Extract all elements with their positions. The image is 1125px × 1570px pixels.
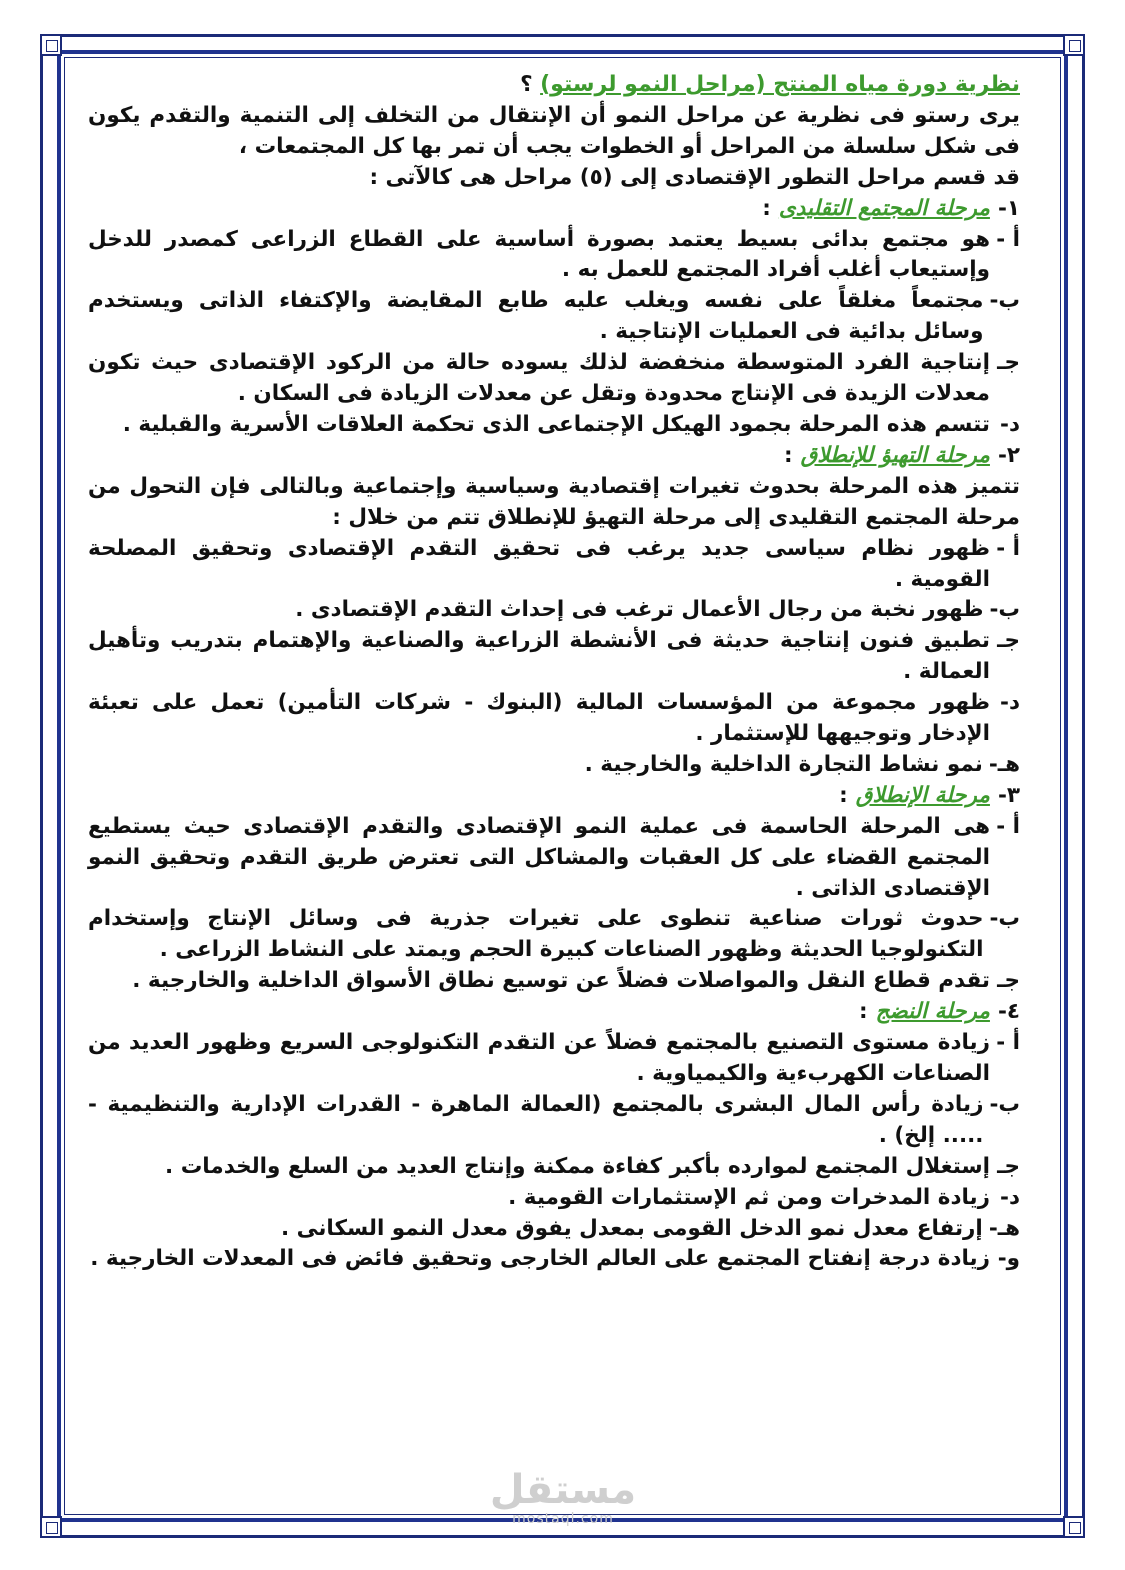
list-item bbox=[88, 688, 1020, 750]
stage-section bbox=[88, 781, 1020, 997]
list-item bbox=[88, 348, 1020, 410]
list-item bbox=[88, 966, 1020, 997]
list-item-marker: د- bbox=[1000, 690, 1020, 716]
title-question-mark: ؟ bbox=[520, 72, 541, 97]
list-item-marker: أ - bbox=[996, 535, 1020, 561]
list-item bbox=[88, 1028, 1020, 1090]
stage-colon: : bbox=[762, 195, 771, 221]
list-item bbox=[88, 1183, 1020, 1214]
stage-number: ٣- bbox=[997, 782, 1020, 808]
stage-section bbox=[88, 194, 1020, 441]
stage-heading bbox=[88, 781, 1020, 812]
list-item-marker: جـ bbox=[997, 350, 1020, 376]
list-item-marker: و- bbox=[997, 1246, 1020, 1272]
list-item-text: زيادة مستوى التصنيع بالمجتمع فضلاً عن التقدم التكنولوجى السريع وظهور العديد من الصناعات الكهربءية والكيمياوية . bbox=[88, 1030, 990, 1086]
list-item-text: إرتفاع معدل نمو الدخل القومى بمعدل يفوق معدل النمو السكانى . bbox=[280, 1215, 983, 1241]
list-item-marker: جـ bbox=[997, 628, 1020, 654]
list-item-text: حدوث ثورات صناعية تنطوى على تغيرات جذرية فى وسائل الإنتاج وإستخدام التكنولوجيا الحديثة وظهور الصناعات كبيرة الحجم ويمتد على النشاط الزراعى . bbox=[88, 906, 984, 963]
stages-list bbox=[88, 194, 1020, 1276]
list-item-marker: ب- bbox=[989, 597, 1020, 623]
list-item bbox=[88, 812, 1020, 905]
border-corner-ornament bbox=[40, 34, 62, 56]
watermark-logo-text: مستقل bbox=[489, 1467, 637, 1513]
stage-number: ١- bbox=[997, 195, 1020, 221]
stage-heading bbox=[88, 997, 1020, 1028]
border-corner-ornament bbox=[1063, 1516, 1085, 1538]
list-item-marker: أ - bbox=[996, 813, 1020, 839]
list-item-marker: ب- bbox=[989, 1091, 1020, 1117]
list-item-text: ظهور مجموعة من المؤسسات المالية (البنوك - شركات التأمين) تعمل على تعبئة الإدخار وتوجيهها للإستثمار . bbox=[88, 690, 990, 747]
list-item-marker: أ - bbox=[996, 226, 1020, 252]
list-item-text: هى المرحلة الحاسمة فى عملية النمو الإقتصادى والتقدم الإقتصادى حيث يستطيع المجتمع القضاء على كل العقبات والمشاكل التى تعترض طريق التقدم وتحقيق النمو الإقتصادى الذاتى . bbox=[88, 813, 990, 901]
document-body bbox=[88, 70, 1020, 1513]
stage-title: مرحلة المجتمع التقليدى bbox=[778, 195, 990, 221]
list-item bbox=[88, 410, 1020, 441]
intro-stages-line: قد قسم مراحل التطور الإقتصادى إلى (٥) مراحل هى كالآتى : bbox=[369, 164, 1020, 190]
list-item-text: تتسم هذه المرحلة بجمود الهيكل الإجتماعى الذى تحكمة العلاقات الأسرية والقبلية . bbox=[122, 411, 990, 437]
list-item bbox=[88, 626, 1020, 688]
list-item-text: زيادة رأس المال البشرى بالمجتمع (العمالة الماهرة - القدرات الإدارية والتنظيمية - ..... إلخ) . bbox=[88, 1091, 984, 1148]
stage-title: مرحلة النضج bbox=[875, 999, 990, 1025]
list-item-marker: ب- bbox=[989, 906, 1020, 932]
list-item-text: إنتاجية الفرد المتوسطة منخفضة لذلك يسوده حالة من الركود الإقتصادى حيث تكون معدلات الزيدة فى الإنتاج محدودة وتقل عن معدلات الزيادة فى السكان . bbox=[88, 350, 990, 407]
list-item-text: تقدم قطاع النقل والمواصلات فضلاً عن توسيع نطاق الأسواق الداخلية والخارجية . bbox=[132, 968, 990, 994]
list-item-text: زيادة المدخرات ومن ثم الإستثمارات القومية . bbox=[508, 1184, 990, 1210]
list-item-text: مجتمعاً مغلقاً على نفسه ويغلب عليه طابع المقايضة والإكتفاء الذاتى ويستخدم وسائل بدائية فى العمليات الإنتاجية . bbox=[88, 288, 984, 345]
list-item bbox=[88, 286, 1020, 348]
list-item bbox=[88, 534, 1020, 596]
stage-colon: : bbox=[839, 782, 848, 808]
document-title: نظرية دورة مياه المنتج (مراحل النمو لرستو) bbox=[540, 72, 1020, 97]
list-item-marker: جـ bbox=[997, 1153, 1020, 1179]
list-item bbox=[88, 1090, 1020, 1152]
list-item-marker: د- bbox=[1000, 411, 1020, 437]
border-corner-ornament bbox=[40, 1516, 62, 1538]
mostaql-watermark bbox=[488, 1468, 638, 1536]
list-item bbox=[88, 904, 1020, 966]
list-item-marker: أ - bbox=[996, 1030, 1020, 1056]
document-title-line bbox=[88, 70, 1020, 101]
stage-section bbox=[88, 441, 1020, 781]
list-item bbox=[88, 225, 1020, 287]
intro-paragraph: يرى رستو فى نظرية عن مراحل النمو أن الإنتقال من التخلف إلى التنمية والتقدم يكون فى شكل سلسلة من المراحل أو الخطوات يجب أن تمر بها كل المجتمعات ، bbox=[88, 102, 1020, 159]
stage-number: ٤- bbox=[997, 999, 1020, 1025]
list-item-marker: هـ- bbox=[988, 1215, 1020, 1241]
list-item-marker: ب- bbox=[989, 288, 1020, 314]
stage-colon: : bbox=[784, 442, 793, 468]
list-item bbox=[88, 1214, 1020, 1245]
list-item-marker: هـ- bbox=[988, 751, 1020, 777]
watermark-url: mostaql.com bbox=[512, 1511, 614, 1527]
list-item bbox=[88, 750, 1020, 781]
list-item-marker: د- bbox=[1000, 1184, 1020, 1210]
list-item-text: نمو نشاط التجارة الداخلية والخارجية . bbox=[584, 751, 983, 777]
list-item-text: إستغلال المجتمع لموارده بأكبر كفاءة ممكنة وإنتاج العديد من السلع والخدمات . bbox=[165, 1153, 990, 1179]
list-item-text: زيادة درجة إنفتاح المجتمع على العالم الخارجى وتحقيق فائض فى المعدلات الخارجية . bbox=[90, 1246, 990, 1272]
stage-colon: : bbox=[858, 999, 868, 1025]
list-item bbox=[88, 595, 1020, 626]
list-item bbox=[88, 1152, 1020, 1183]
stage-section bbox=[88, 997, 1020, 1275]
list-item-text: هو مجتمع بدائى بسيط يعتمد بصورة أساسية على القطاع الزراعى كمصدر للدخل وإستيعاب أغلب أفراد المجتمع للعمل به . bbox=[88, 226, 990, 283]
stage-title: مرحلة التهيؤ للإنطلاق bbox=[800, 442, 990, 468]
list-item bbox=[88, 1244, 1020, 1275]
list-item-text: تطبيق فنون إنتاجية حديثة فى الأنشطة الزراعية والصناعية والإهتمام بتدريب وتأهيل العمالة . bbox=[88, 628, 990, 685]
stage-heading bbox=[88, 194, 1020, 225]
list-item-text: ظهور نظام سياسى جديد يرغب فى تحقيق التقدم الإقتصادى وتحقيق المصلحة القومية . bbox=[88, 535, 990, 592]
list-item-text: ظهور نخبة من رجال الأعمال ترغب فى إحداث التقدم الإقتصادى . bbox=[295, 597, 984, 623]
border-corner-ornament bbox=[1063, 34, 1085, 56]
stage-intro: تتميز هذه المرحلة بحدوث تغيرات إقتصادية وسياسية وإجتماعية وبالتالى فإن التحول من مرحلة المجتمع التقليدى إلى مرحلة التهيؤ للإنطلاق تتم من خلال : bbox=[88, 473, 1020, 530]
stage-number: ٢- bbox=[997, 442, 1020, 468]
stage-heading bbox=[88, 441, 1020, 472]
stage-title: مرحلة الإنطلاق bbox=[855, 782, 990, 808]
list-item-marker: جـ bbox=[997, 968, 1020, 994]
